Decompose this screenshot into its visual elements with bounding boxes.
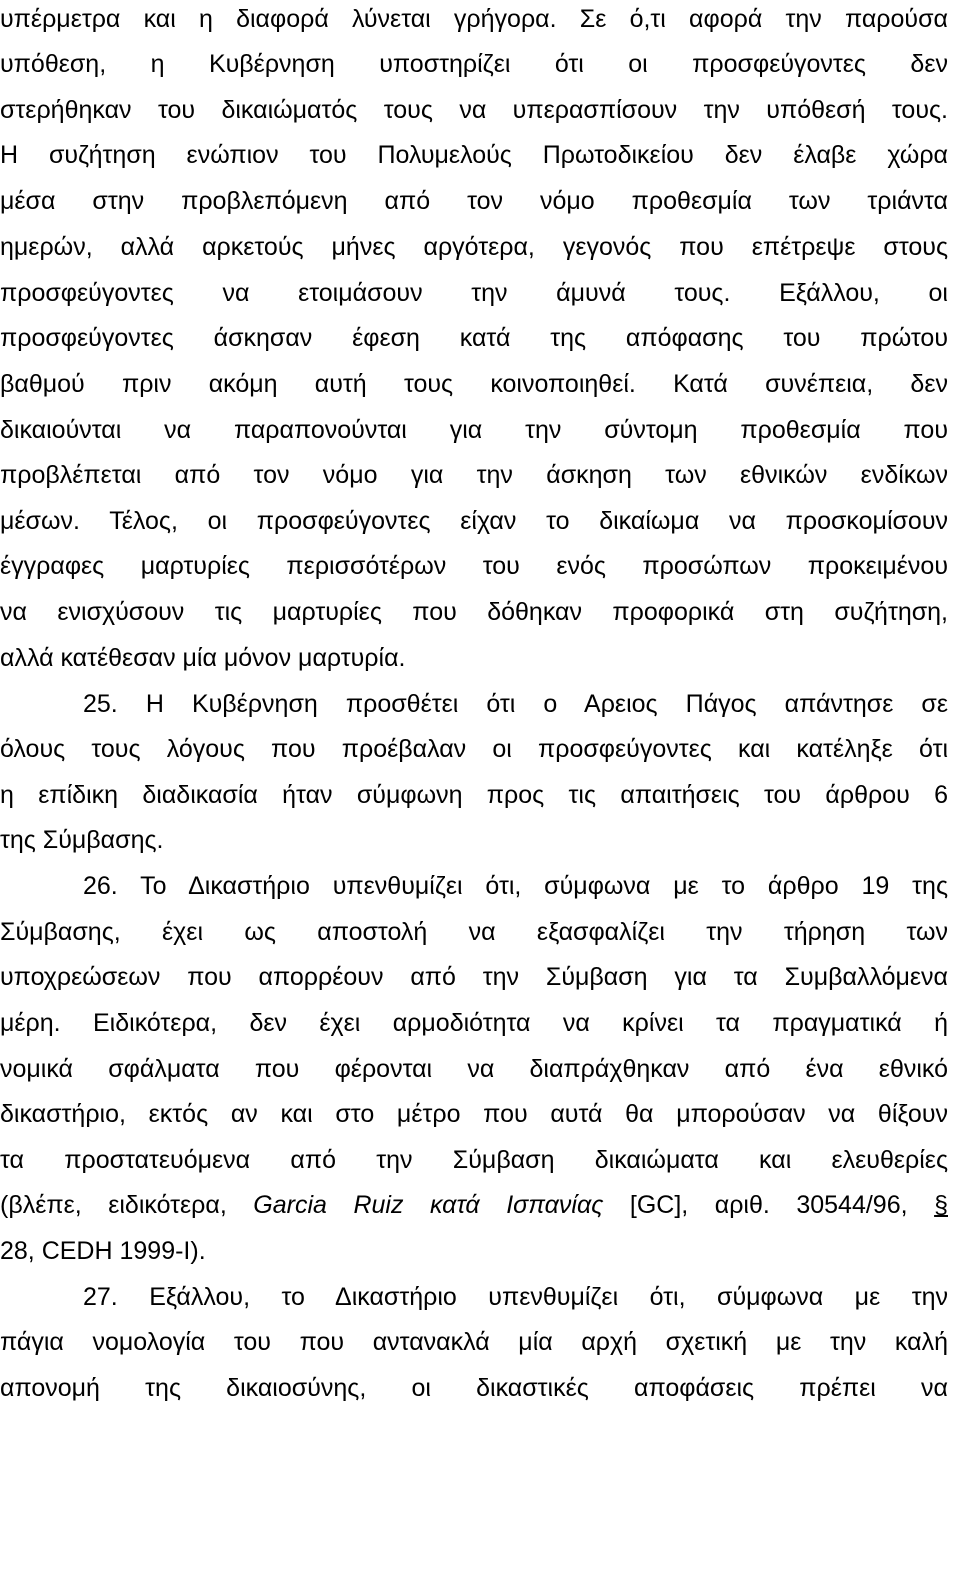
- text-line: να ενισχύσουν τις μαρτυρίες που δόθηκαν προφορικά στη συζήτηση,: [0, 598, 948, 626]
- text-line: προσφεύγοντες να ετοιμάσουν την άμυνά τους. Εξάλλου, οι: [0, 279, 948, 307]
- text-line: αλλά κατέθεσαν μία μόνον μαρτυρία.: [0, 644, 406, 672]
- text-line: έγγραφες μαρτυρίες περισσότέρων του ενός προσώπων προκειμένου: [0, 552, 948, 580]
- text-line: η επίδικη διαδικασία ήταν σύμφωνη προς τις απαιτήσεις του άρθρου 6: [0, 781, 948, 809]
- paragraph-26-start: 26. Το Δικαστήριο υπενθυμίζει ότι, σύμφωνα με το άρθρο 19 της: [83, 872, 948, 900]
- text-line: τα προστατευόμενα από την Σύμβαση δικαιώματα και ελευθερίες: [0, 1146, 948, 1174]
- text-line: 28, CEDH 1999-I).: [0, 1237, 206, 1265]
- citation-line: [0, 1185, 948, 1225]
- text-line: υποχρεώσεων που απορρέουν από την Σύμβαση για τα Συμβαλλόμενα: [0, 963, 948, 991]
- text-line: απονομή της δικαιοσύνης, οι δικαστικές αποφάσεις πρέπει να: [0, 1374, 948, 1402]
- text-line: μέσων. Τέλος, οι προσφεύγοντες είχαν το δικαίωμα να προσκομίσουν: [0, 507, 948, 535]
- text-line: Η συζήτηση ενώπιον του Πολυμελούς Πρωτοδικείου δεν έλαβε χώρα: [0, 141, 948, 169]
- section-sign: §: [934, 1191, 948, 1219]
- text-line: μέσα στην προβλεπόμενη από τον νόμο προθεσμία των τριάντα: [0, 187, 948, 215]
- text-line: βαθμού πριν ακόμη αυτή τους κοινοποιηθεί. Κατά συνέπεια, δεν: [0, 370, 948, 398]
- text-line: προβλέπεται από τον νόμο για την άσκηση των εθνικών ενδίκων: [0, 461, 948, 489]
- text-line: Σύμβασης, έχει ως αποστολή να εξασφαλίζει την τήρηση των: [0, 918, 948, 946]
- text-line: δικαιούνται να παραπονούνται για την σύντομη προθεσμία που: [0, 416, 948, 444]
- paragraph-25-start: 25. Η Κυβέρνηση προσθέτει ότι ο Αρειος Πάγος απάντησε σε: [83, 690, 948, 718]
- case-name: Garcia Ruiz κατά Ισπανίας: [253, 1191, 604, 1219]
- text-line: στερήθηκαν του δικαιώματός τους να υπερασπίσουν την υπόθεσή τους.: [0, 96, 948, 124]
- text-line: της Σύμβασης.: [0, 826, 164, 854]
- citation-prefix: (βλέπε, ειδικότερα,: [0, 1191, 254, 1219]
- text-line: ημερών, αλλά αρκετούς μήνες αργότερα, γεγονός που επέτρεψε στους: [0, 233, 948, 261]
- text-line: υπέρμετρα και η διαφορά λύνεται γρήγορα. Σε ό,τι αφορά την παρούσα: [0, 5, 948, 33]
- text-line: νομικά σφάλματα που φέρονται να διαπράχθηκαν από ένα εθνικό: [0, 1055, 948, 1083]
- text-line: δικαστήριο, εκτός αν και στο μέτρο που αυτά θα μπορούσαν να θίξουν: [0, 1100, 948, 1128]
- text-line: υπόθεση, η Κυβέρνηση υποστηρίζει ότι οι προσφεύγοντες δεν: [0, 50, 948, 78]
- text-line: πάγια νομολογία του που αντανακλά μία αρχή σχετική με την καλή: [0, 1328, 948, 1356]
- text-line: μέρη. Ειδικότερα, δεν έχει αρμοδιότητα να κρίνει τα πραγματικά ή: [0, 1009, 948, 1037]
- text-line: προσφεύγοντες άσκησαν έφεση κατά της απόφασης του πρώτου: [0, 324, 948, 352]
- text-line: όλους τους λόγους που προέβαλαν οι προσφεύγοντες και κατέληξε ότι: [0, 735, 948, 763]
- paragraph-27-start: 27. Εξάλλου, το Δικαστήριο υπενθυμίζει ότι, σύμφωνα με την: [83, 1283, 948, 1311]
- citation-details: [GC], αριθ. 30544/96,: [603, 1191, 935, 1219]
